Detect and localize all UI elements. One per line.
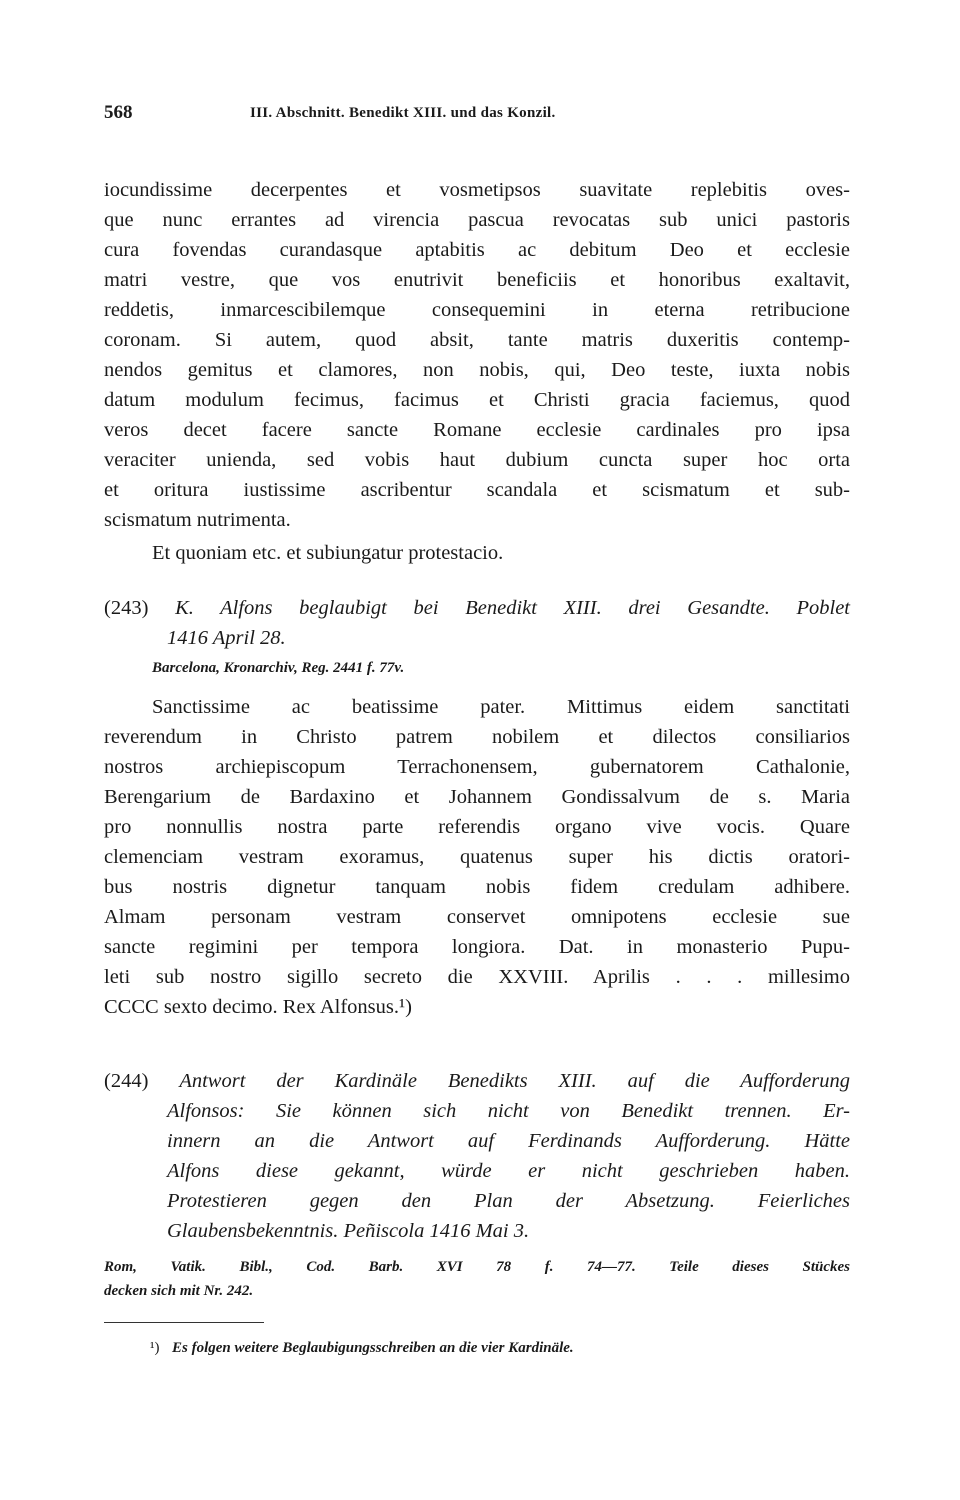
- text-line: Almam personam vestram conservet omnipotens ecclesie sue: [104, 906, 850, 928]
- closing-line: Et quoniam etc. et subiungatur protestacio.: [152, 542, 504, 564]
- footnote-text: Es folgen weitere Beglaubigungsschreiben an die vier Kardinäle.: [172, 1340, 574, 1356]
- regest-244-line: Alfons diese gekannt, würde er nicht geschrieben haben.: [167, 1160, 850, 1182]
- text-line: reverendum in Christo patrem nobilem et dilectos consiliarios: [104, 726, 850, 748]
- text-line: veraciter unienda, sed vobis haut dubium cuncta super hoc orta: [104, 449, 850, 471]
- page-number: 568: [104, 102, 133, 123]
- text-line: scismatum nutrimenta.: [104, 509, 291, 531]
- text-line: leti sub nostro sigillo secreto die XXVIII. Aprilis . . . millesimo: [104, 966, 850, 988]
- running-title: III. Abschnitt. Benedikt XIII. und das Konzil.: [250, 105, 556, 121]
- text-line: et oritura iustissime ascribentur scandala et scismatum et sub-: [104, 479, 850, 501]
- regest-244-line-1: [104, 1066, 850, 1096]
- text-line: pro nonnullis nostra parte referendis organo vive vocis. Quare: [104, 816, 850, 838]
- regest-243-text: K. Alfons beglaubigt bei Benedikt XIII. drei Gesandte. Poblet: [175, 597, 850, 619]
- text-line: CCCC sexto decimo. Rex Alfonsus.¹): [104, 996, 412, 1018]
- text-line: clemenciam vestram exoramus, quatenus super his dictis oratori-: [104, 846, 850, 868]
- doc-number-244: (244): [104, 1070, 149, 1092]
- text-line: reddetis, inmarcescibilemque consequemini in eterna retribucione: [104, 299, 850, 321]
- footnote-divider: [104, 1322, 264, 1323]
- text-line: iocundissime decerpentes et vosmetipsos suavitate replebitis oves-: [104, 179, 850, 201]
- regest-244-line: innern an die Antwort auf Ferdinands Aufforderung. Hätte: [167, 1130, 850, 1152]
- text-line: veros decet facere sancte Romane ecclesie cardinales pro ipsa: [104, 419, 850, 441]
- regest-243-line-2: 1416 April 28.: [167, 627, 286, 649]
- text-line: coronam. Si autem, quod absit, tante matris duxeritis contemp-: [104, 329, 850, 351]
- text-line: nendos gemitus et clamores, non nobis, qui, Deo teste, iuxta nobis: [104, 359, 850, 381]
- doc-number-243: (243): [104, 597, 149, 619]
- text-line: datum modulum fecimus, facimus et Christi gracia faciemus, quod: [104, 389, 850, 411]
- footnote-mark: ¹): [150, 1340, 160, 1356]
- source-244-line-1: Rom, Vatik. Bibl., Cod. Barb. XVI 78 f. 74—77. Teile dieses Stückes: [104, 1259, 850, 1275]
- source-243: Barcelona, Kronarchiv, Reg. 2441 f. 77v.: [152, 660, 405, 676]
- text-line: Berengarium de Bardaxino et Johannem Gondissalvum de s. Maria: [104, 786, 850, 808]
- regest-244-line: Protestieren gegen den Plan der Absetzung. Feierliches: [167, 1190, 850, 1212]
- source-244-line-2: decken sich mit Nr. 242.: [104, 1283, 254, 1299]
- text-line: sancte regimini per tempora longiora. Dat. in monasterio Pupu-: [104, 936, 850, 958]
- text-line: bus nostris dignetur tanquam nobis fidem credulam adhibere.: [104, 876, 850, 898]
- text-line: matri vestre, que vos enutrivit beneficiis et honoribus exaltavit,: [104, 269, 850, 291]
- text-line: cura fovendas curandasque aptabitis ac debitum Deo et ecclesie: [104, 239, 850, 261]
- regest-244-line: Glaubensbekenntnis. Peñiscola 1416 Mai 3.: [167, 1220, 530, 1242]
- text-line: que nunc errantes ad virencia pascua revocatas sub unici pastoris: [104, 209, 850, 231]
- regest-244-line: Alfonsos: Sie können sich nicht von Benedikt trennen. Er-: [167, 1100, 850, 1122]
- text-line: Sanctissime ac beatissime pater. Mittimus eidem sanctitati: [152, 696, 850, 718]
- regest-243-line-1: [104, 593, 850, 623]
- text-line: nostros archiepiscopum Terrachonensem, gubernatorem Cathalonie,: [104, 756, 850, 778]
- regest-244-text: Antwort der Kardinäle Benedikts XIII. auf die Aufforderung: [179, 1070, 851, 1092]
